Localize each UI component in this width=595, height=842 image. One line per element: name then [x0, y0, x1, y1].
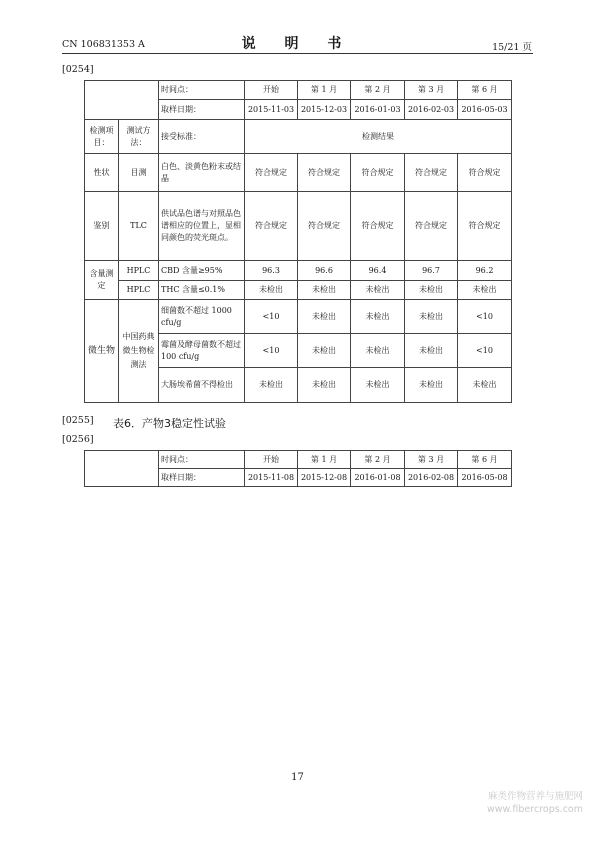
- stability-table-1: [84, 80, 512, 403]
- table-cell: 2015-12-08: [298, 469, 351, 487]
- table-cell: 第 2 月: [351, 451, 405, 469]
- table-cell: 未检出: [405, 334, 458, 368]
- table-cell: 取样日期：: [159, 469, 245, 487]
- table-cell: 检测结果: [245, 120, 512, 154]
- table-cell: 未检出: [351, 368, 405, 403]
- table-cell: <10: [245, 334, 298, 368]
- table-cell: CBD 含量≥95%: [159, 261, 245, 281]
- table-cell: 未检出: [458, 281, 512, 300]
- table-cell: 测试方法：: [119, 120, 159, 154]
- table-cell: 霉菌及酵母菌数不超过 100 cfu/g: [159, 334, 245, 368]
- table-row: [85, 120, 512, 154]
- table-cell: 时间点：: [159, 81, 245, 100]
- table-cell: 时间点：: [159, 451, 245, 469]
- table-cell: 符合规定: [351, 154, 405, 192]
- table-cell: 96.3: [245, 261, 298, 281]
- table-cell: 未检出: [245, 281, 298, 300]
- table-cell: 符合规定: [458, 154, 512, 192]
- table-cell: 检测项目：: [85, 120, 119, 154]
- table-cell: 96.4: [351, 261, 405, 281]
- table-cell: 未检出: [298, 368, 351, 403]
- table-cell: 第 6 月: [458, 81, 512, 100]
- table-cell: 第 3 月: [405, 451, 458, 469]
- watermark: [487, 790, 583, 816]
- table-cell: [85, 451, 159, 487]
- table-cell: 细菌数不超过 1000 cfu/g: [159, 300, 245, 334]
- table-cell: 开始: [245, 451, 298, 469]
- table-cell: 目测: [119, 154, 159, 192]
- table-cell: HPLC: [119, 261, 159, 281]
- table-cell: 取样日期：: [159, 100, 245, 120]
- table-cell: 未检出: [458, 368, 512, 403]
- table-cell: 大肠埃希菌不得检出: [159, 368, 245, 403]
- table-cell: 符合规定: [458, 192, 512, 261]
- table-cell: 中国药典微生物检测法: [119, 300, 159, 403]
- table-cell: 未检出: [351, 281, 405, 300]
- table-cell: 开始: [245, 81, 298, 100]
- paragraph-number: [0255]: [62, 415, 94, 426]
- table-cell: 符合规定: [405, 154, 458, 192]
- table-cell: 微生物: [85, 300, 119, 403]
- table-cell: 未检出: [298, 334, 351, 368]
- table-cell: <10: [458, 334, 512, 368]
- table-cell: 未检出: [245, 368, 298, 403]
- table-row: [85, 261, 512, 281]
- table-cell: 接受标准：: [159, 120, 245, 154]
- table-cell: 2016-05-08: [458, 469, 512, 487]
- table-cell: 第 1 月: [298, 81, 351, 100]
- table-cell: 96.2: [458, 261, 512, 281]
- watermark-line: 麻类作物营养与施肥网: [487, 791, 583, 802]
- table-cell: 符合规定: [351, 192, 405, 261]
- watermark-line: www.fibercrops.com: [486, 804, 583, 815]
- table-cell: 未检出: [298, 300, 351, 334]
- table-cell: 供试品色谱与对照品色谱相应的位置上，显相同颜色的荧光斑点。: [159, 192, 245, 261]
- table-cell: 鉴别: [85, 192, 119, 261]
- table-cell: 符合规定: [298, 154, 351, 192]
- table-cell: 2015-11-03: [245, 100, 298, 120]
- table-cell: 符合规定: [245, 192, 298, 261]
- table-cell: THC 含量≤0.1%: [159, 281, 245, 300]
- table-cell: 2016-02-08: [405, 469, 458, 487]
- table-cell: 第 6 月: [458, 451, 512, 469]
- table-cell: 未检出: [405, 368, 458, 403]
- table-cell: 未检出: [405, 300, 458, 334]
- table-cell: 第 3 月: [405, 81, 458, 100]
- table-cell: 2015-11-08: [245, 469, 298, 487]
- table-row: [85, 192, 512, 261]
- table-cell: 未检出: [351, 334, 405, 368]
- table-cell: <10: [245, 300, 298, 334]
- paragraph-number: [0254]: [62, 64, 94, 75]
- table-cell: 白色、淡黄色粉末或结晶: [159, 154, 245, 192]
- paragraph-number: [0256]: [62, 434, 94, 445]
- table-cell: <10: [458, 300, 512, 334]
- table-cell: 96.6: [298, 261, 351, 281]
- header-rule: [62, 53, 533, 54]
- table-cell: 未检出: [298, 281, 351, 300]
- stability-table-2: [84, 450, 512, 487]
- table-cell: 2016-05-03: [458, 100, 512, 120]
- table-cell: 第 1 月: [298, 451, 351, 469]
- table-cell: 2015-12-03: [298, 100, 351, 120]
- table-caption: 表6．产物3稳定性试验: [113, 417, 226, 430]
- table-row: [85, 81, 512, 100]
- table-cell: 未检出: [405, 281, 458, 300]
- doc-number: CN 106831353 A: [62, 39, 145, 50]
- table-cell: 2016-01-08: [351, 469, 405, 487]
- table-cell: 符合规定: [405, 192, 458, 261]
- table-cell: [85, 81, 159, 120]
- table-cell: 第 2 月: [351, 81, 405, 100]
- table-cell: 2016-02-03: [405, 100, 458, 120]
- table-row: [85, 300, 512, 334]
- table-cell: 2016-01-03: [351, 100, 405, 120]
- table-cell: 未检出: [351, 300, 405, 334]
- table-cell: 符合规定: [298, 192, 351, 261]
- page-indicator: 15/21 页: [492, 42, 532, 53]
- table-row: [85, 451, 512, 469]
- table-cell: 符合规定: [245, 154, 298, 192]
- page-number: 17: [291, 772, 304, 783]
- table-cell: 含量测定: [85, 261, 119, 300]
- page-title: 说 明 书: [241, 36, 354, 52]
- table-cell: 96.7: [405, 261, 458, 281]
- table-cell: 性状: [85, 154, 119, 192]
- table-cell: TLC: [119, 192, 159, 261]
- table-row: [85, 281, 512, 300]
- table-row: [85, 154, 512, 192]
- table-cell: HPLC: [119, 281, 159, 300]
